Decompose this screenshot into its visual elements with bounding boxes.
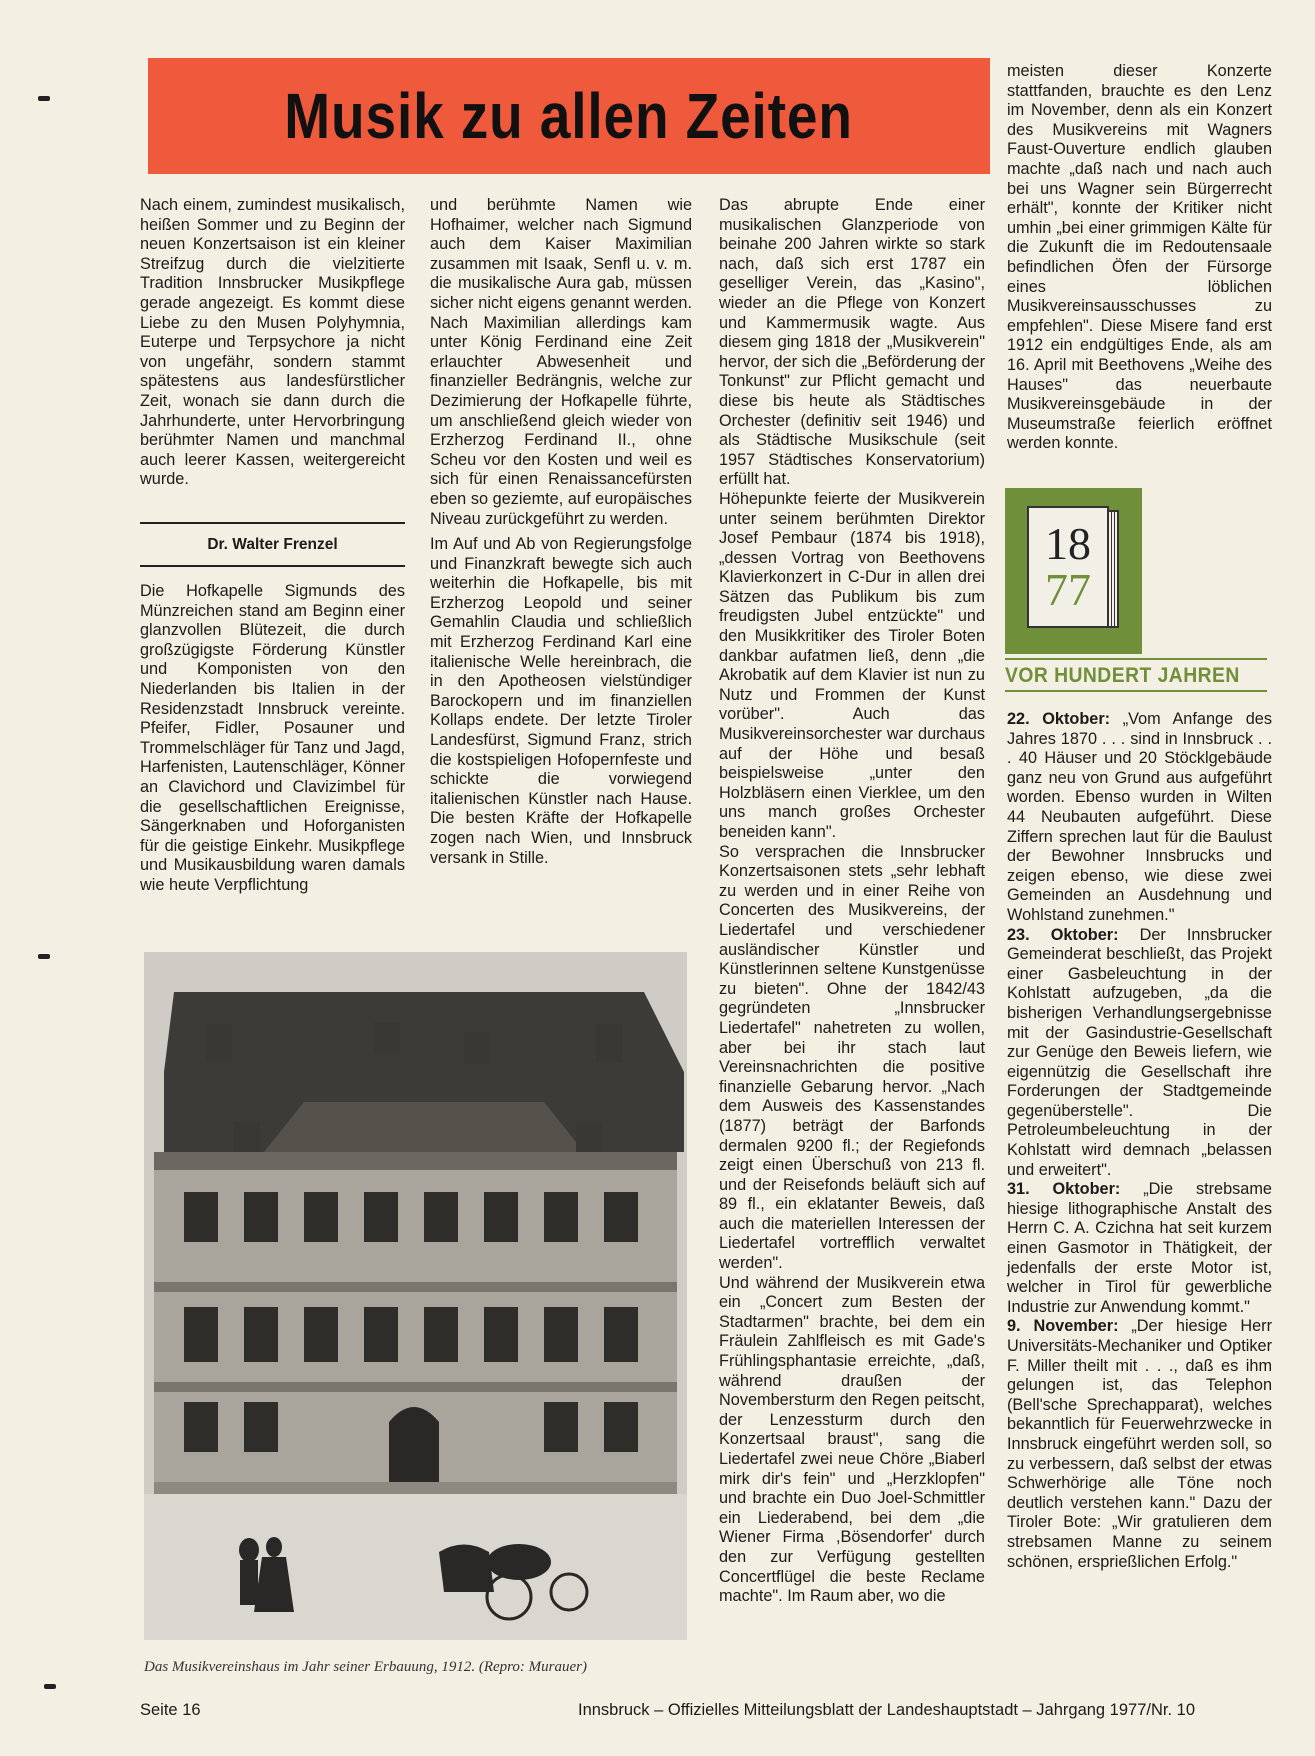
body-paragraph: Höhepunkte feierte der Musikverein unter seinem berühmten Direktor Josef Pembaur (1874 bis 1918), „dessen Vortrag von Beethovens Klavierkonzert in C-Dur in allen drei Sätzen das Publikum bis zum freudigsten Jubel entzückte" und den Musikkritiker des Tiroler Boten dankbar aufatmen ließ, denn „die Akrobatik auf dem Klavier ist nun zu Nutz und Frommen der Kunst vorüber". Auch das Musikvereinsorchester war durchaus auf der Höhe und besaß beispielsweise „unter den Holzbläsern einen Vierklee, um den uns manch großes Orchester beneiden kann".: [719, 489, 985, 841]
entry-text: „Vom Anfange des Jahres 1870 . . . sind in Innsbruck . . . 40 Häuser und 20 Stöcklgebäude ganz neu von Grund aus aufgeführt worden. Ebenso wurden in Wilten 44 Neubauten aufgeführt. Diese Ziffern sprechen laut für die Baulust der Bewohner Innsbrucks und zeigen ebenso, wie diese zwei Gemeinden an Ausdehnung und Wohlstand zunehmen.": [1007, 710, 1272, 924]
body-paragraph: Das abrupte Ende einer musikalischen Glanzperiode von beinahe 200 Jahren wirkte so stark nach, daß sich erst 1787 ein geselliger Verein, das „Kasino", wieder an die Pflege von Konzert und Kammermusik wagte. Aus diesem ging 1818 der „Musikverein" hervor, der sich die „Beförderung der Tonkunst" zur Pflicht gemacht und diese bis heute als Städtisches Orchester (definitiv seit 1946) und als Städtische Musikschule (seit 1957 Städtisches Konservatorium) erfüllt hat.: [719, 196, 985, 489]
column-4-top: [1007, 62, 1272, 454]
body-paragraph: meisten dieser Konzerte stattfanden, brauchte es den Lenz im November, denn als ein Konzert des Musikvereins mit Wagners Faust-Ouverture endlich glauben machte „daß nach und nach auch bei uns Wagner sein Bürgerrecht erhält", konnte der Kritiker nicht umhin „bei einer grimmigen Kälte für die Zukunft die im Redoutensaale befindlichen Öfen der Fürsorge eines löblichen Musikvereinsausschusses zu empfehlen". Diese Misere fand erst 1912 ein endgültiges Ende, als am 16. April mit Beethovens „Weihe des Hauses" das neuerbaute Musikvereinsgebäude in der Museumstraße feierlich eröffnet werden konnte.: [1007, 62, 1272, 453]
divider: [140, 522, 405, 524]
author-name: Dr. Walter Frenzel: [207, 536, 338, 553]
intro-paragraph: Nach einem, zumindest musikalisch, heißen Sommer und zu Beginn der neuen Konzertsaison ist ein kleiner Streifzug durch die vielzitierte Tradition Innsbrucker Musikpflege gerade angezeigt. Es kommt diese Liebe zu den Musen Polyhymnia, Euterpe und Terpsychore ja nicht von ungefähr, sondern stammt spätestens aus landesfürstlicher Zeit, wonach sie dann durch die Jahrhunderte, unter Hervorbringung berühmter Namen und manchmal auch leerer Kassen, weitergereicht wurde.: [140, 196, 405, 489]
calendar-pages-icon: [1109, 510, 1119, 628]
chronicle-entry: [1007, 1180, 1272, 1317]
photo-caption: Das Musikvereinshaus im Jahr seiner Erbauung, 1912. (Repro: Murauer): [144, 1659, 587, 1675]
column-1-intro: [140, 196, 405, 490]
entry-date: 22. Oktober:: [1007, 710, 1111, 728]
column-4-chronicle: [1007, 710, 1272, 1572]
column-2: [430, 196, 692, 868]
margin-mark: [38, 954, 50, 959]
margin-mark: [38, 96, 50, 101]
chronicle-entry: [1007, 926, 1272, 1181]
page-number: Seite 16: [140, 1701, 201, 1719]
body-paragraph: und berühmte Namen wie Hofhaimer, welcher nach Sigmund auch dem Kaiser Maximilian zusammen mit Isaak, Senfl u. v. m. die musikalische Aura gab, müssen sicher nicht eigens genannt werden. Nach Maximilian allerdings kam unter König Ferdinand eine Zeit erlauchter Abwesenheit und finanzieller Bedrängnis, welche zur Dezimierung der Hofkapelle führte, um anschließend gleich wieder von Erzherzog Ferdinand II., ohne Scheu vor den Kosten und weil es sich für einen Renaissancefürsten eben so geziemte, auf europäisches Niveau zurückgeführt zu werden.: [430, 196, 692, 528]
building-photo: [144, 952, 687, 1640]
divider: [140, 565, 405, 567]
body-paragraph: Die Hofkapelle Sigmunds des Münzreichen stand am Beginn einer glanzvollen Blütezeit, die durch großzügigste Förderung Künstler und Komponisten von den Niederlanden bis Italien in der Residenzstadt Innsbruck vereinte. Pfeifer, Fidler, Posauner und Trommelschläger für Tanz und Jagd, Harfenisten, Lautenschläger, Könner an Clavichord und Clavizimbel für die gesellschaftlichen Ereignisse, Sängerknaben und Hoforganisten für die geistige Einkehr. Musikpflege und Musikausbildung waren damals wie heute Verpflichtung: [140, 582, 405, 894]
entry-text: „Der hiesige Herr Universitäts-Mechaniker und Optiker F. Miller theilt mit . . ., daß es ihm gelungen ist, das Telephon (Bell'sche Sprechapparat), welches bekanntlich für Feuerwehrzwecke in Innsbruck eingeführt werden soll, so zu verbessern, daß selbst der etwas Schwerhörige alle Töne noch deutlich verstehen kann." Dazu der Tiroler Bote: „Wir gratulieren dem strebsamen Manne zu seinem schönen, ersprießlichen Erfolg.": [1007, 1317, 1272, 1571]
body-paragraph: So versprachen die Innsbrucker Konzertsaisonen stets „sehr lebhaft zu werden und in einer Reihe von Concerten des Musikvereins, der Liedertafel und verschiedener ausländischer Künstler und Künstlerinnen seltene Kunstgenüsse zu bieten". Ohne der 1842/43 gegründeten „Innsbrucker Liedertafel" nahetreten zu wollen, aber bei ihr stach laut Vereinsnachrichten die positive finanzielle Gebarung hervor. „Nach dem Ausweis des Kassenstandes (1877) beträgt der Barfonds dermalen 9200 fl.; der Regiefonds zeigt einen Überschuß von 213 fl. und der Reisefonds beläuft sich auf 89 fl., ein eklatanter Beweis, daß auch die materiellen Interessen der Liedertafel vortrefflich verwaltet werden".: [719, 842, 985, 1273]
column-3: [719, 196, 985, 1607]
body-paragraph: Und während der Musikverein etwa ein „Concert zum Besten der Stadtarmen" brachte, bei dem ein Fräulein Zahlfleisch es mit Gade's Frühlingsphantasie erreichte, „daß, während draußen der Novembersturm den Regen peitscht, der Lenzessturm durch den Konzertsaal braust", sang die Liedertafel zwei neue Chöre „Biaberl mirk dir's fein" und „Herzklopfen" und brachte ein Duo Joel-Schmittler ein Liederabend, bei dem „die Wiener Firma ,Bösendorfer' durch den zur Verfügung gestellten Concertflügel die beste Reclame machte". Im Raum aber, wo die: [719, 1273, 985, 1606]
logo-divider: [1005, 658, 1267, 660]
publication-line: Innsbruck – Offizielles Mitteilungsblatt der Landeshauptstadt – Jahrgang 1977/Nr. 10: [578, 1701, 1195, 1719]
logo-divider: [1005, 690, 1267, 692]
section-title: VOR HUNDERT JAHREN: [1005, 664, 1240, 687]
column-1-body: [140, 582, 405, 896]
calendar-icon: [1027, 506, 1109, 628]
entry-date: 31. Oktober:: [1007, 1180, 1121, 1199]
headline-banner: [148, 58, 990, 174]
entry-text: Der Innsbrucker Gemeinderat beschließt, das Projekt einer Gasbeleuchtung in der Kohlstatt aufzugeben, „da die bisherigen Verhandlungsergebnisse mit der Gasindustrie-Gesellschaft zur Genüge den Beweis liefern, wie eigennützig die Gesellschaft ihre Forderungen der Stadtgemeinde gegenüberstelle". Die Petroleumbeleuchtung in der Kohlstatt wird demnach „belassen und erweitert".: [1007, 925, 1272, 1179]
vor-hundert-jahren-logo: [1005, 488, 1142, 654]
logo-year-bottom: 77: [1045, 564, 1091, 615]
chronicle-entry: [1007, 710, 1272, 926]
musikvereinshaus-illustration: [144, 952, 687, 1640]
page-title: Musik zu allen Zeiten: [284, 80, 854, 152]
body-paragraph: Im Auf und Ab von Regierungsfolge und Finanzkraft bewegte sich auch weiterhin die Hofkapelle, bis mit Erzherzog Leopold und seiner Gemahlin Claudia und schließlich mit Erzherzog Ferdinand Karl eine italienische Welle hereinbrach, die in den Apotheosen vielstündiger Barockopern und im finanziellen Kollaps endete. Der letzte Tiroler Landesfürst, Sigmund Franz, strich die kostspieligen Hofopernfeste und schickte die vorwiegend italienischen Künstler nach Hause. Die besten Kräfte der Hofkapelle zogen nach Wien, und Innsbruck versank in Stille.: [430, 535, 692, 867]
entry-date: 23. Oktober:: [1007, 925, 1119, 944]
logo-year-top: 18: [1045, 518, 1091, 569]
entry-date: 9. November:: [1007, 1317, 1119, 1336]
chronicle-entry: [1007, 1317, 1272, 1572]
entry-text: „Die strebsame hiesige lithographische Anstalt des Herrn C. A. Czichna hat seit kurzem einen Gasmotor in Thätigkeit, der jedenfalls der erste Motor ist, welcher in Tirol für gewerbliche Industrie zur Anwendung kommt.": [1007, 1180, 1272, 1316]
margin-mark: [44, 1684, 56, 1689]
